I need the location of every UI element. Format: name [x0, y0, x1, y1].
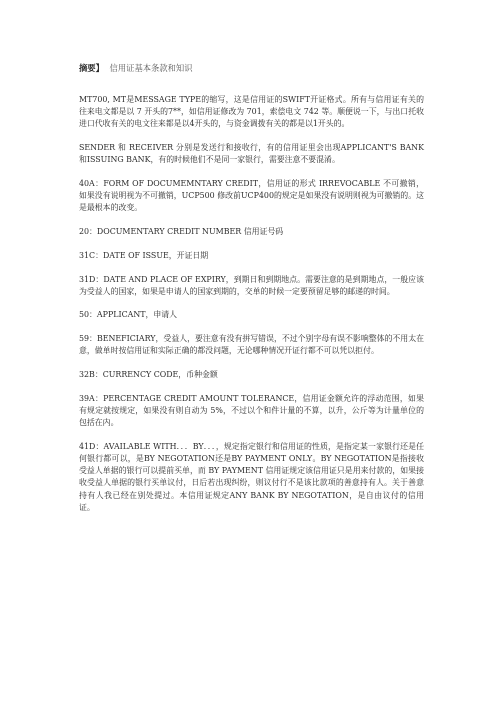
paragraph-40a-form: 40A：FORM OF DOCUMEMNTARY CREDIT，信用证的形式 IRREVOCABLE 不可撤销，如果没有说明视为不可撤销，UCP500 修改前UCP400的规定是如果没有说明则视为可撤销的。这是最根本的改变。 [79, 179, 424, 213]
abstract-subtitle: 信用证基本条款和知识 [109, 63, 193, 73]
abstract-heading [79, 62, 424, 74]
paragraph-50-applicant: 50：APPLICANT，申请人 [79, 310, 178, 320]
paragraph-mt700: MT700, MT是MESSAGE TYPE的缩写，这是信用证的SWIFT开证格式。所有与信用证有关的往来电文都是以 7 开头的7**，如信用证修改为 701，索偿电文 742 等。顺便说一下，与出口托收进口代收有关的电文往来都是以4开头的，与资金调拨有关的都是以1开头的。 [79, 95, 424, 129]
paragraph-31d-expiry: 31D：DATE AND PLACE OF EXPIRY，到期日和到期地点。需要注意的是到期地点，一般应该为受益人的国家，如果是申请人的国家到期的，交单的时候一定要预留足够的邮递的时间。 [79, 274, 424, 296]
paragraph-39a-tolerance: 39A：PERCENTAGE CREDIT AMOUNT TOLERANCE，信用证金额允许的浮动范围，如果有规定就按规定，如果没有则自动为 5%，不过以个和件计量的不算，以升，公斤等为计量单位的包括在内。 [79, 393, 424, 428]
paragraph-32b-currency: 32B：CURRENCY CODE，币种金额 [79, 370, 218, 380]
paragraph-31c-date-of-issue: 31C：DATE OF ISSUE，开证日期 [79, 250, 209, 260]
paragraph-20-credit-number: 20：DOCUMENTARY CREDIT NUMBER 信用证号码 [79, 227, 284, 237]
document-page [79, 62, 424, 526]
paragraph-41d-available-with: 41D：AVAILABLE WITH．．．BY．．．，规定指定银行和信用证的性质，是指定某一家银行还是任何银行都可以，是BY NEGOTATION还是BY PAYMENT ONLY。BY NEGOTATION是指接收受益人单据的银行可以提前买单，而 BY PAYMENT 信用证规定该信用证只是用来付款的，如果接收受益人单据的银行买单议付，日后若出现纠纷，则议付行不是该比款项的善意持有人。关于善意持有人我已经在别处提过。本信用证规定ANY BANK BY NEGOTATION，是自由议付的信用证。 [79, 441, 424, 512]
paragraph-59-beneficiary: 59：BENEFICIARY，受益人，要注意有没有拼写错误，不过个别字母有误不影响整体的不用太在意，做单时按信用证和实际正确的都没问题，无论哪种情况开证行都不可以凭以拒付。 [79, 334, 424, 356]
abstract-label: 摘要】 [79, 63, 104, 73]
paragraph-sender-receiver: SENDER 和 RECEIVER 分别是发送行和接收行，有的信用证里会出现APPLICANT'S BANK 和ISSUING BANK，有的时候他们不是同一家银行，需要注意不要混淆。 [79, 143, 424, 165]
